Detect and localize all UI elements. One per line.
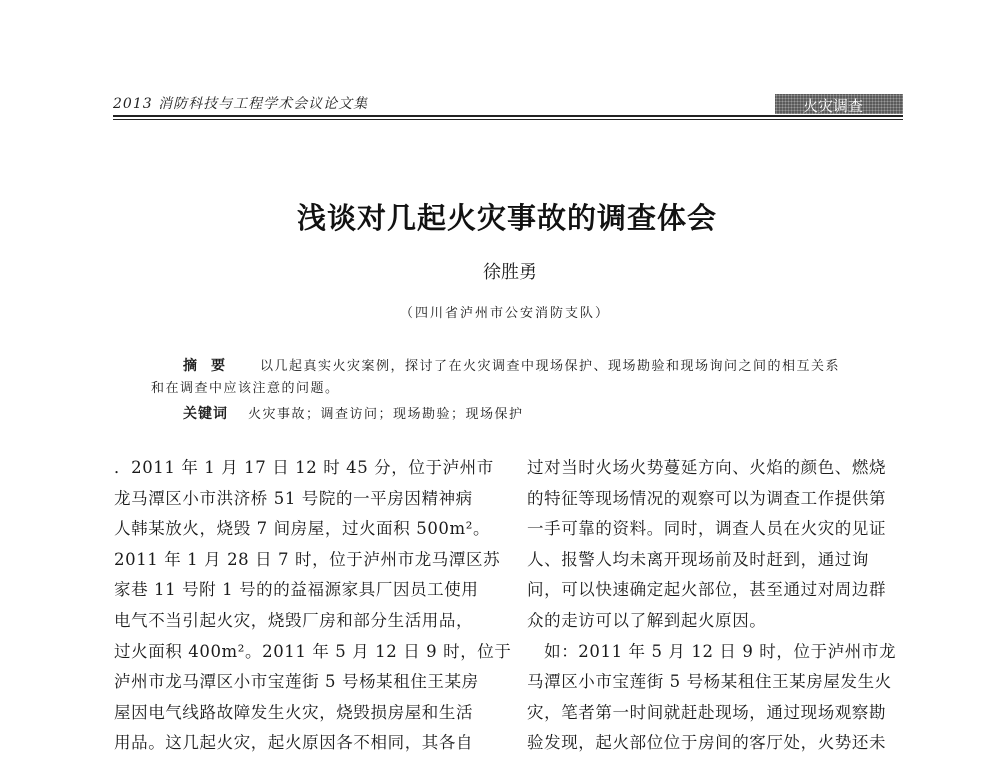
keywords-text: 火灾事故；调查访问；现场勘验；现场保护	[248, 407, 524, 422]
body-line: 屋因电气线路故障发生火灾，烧毁损房屋和生活	[114, 702, 474, 722]
body-line: 人韩某放火，烧毁 7 间房屋，过火面积 500m²。	[114, 519, 491, 539]
body-line: 过火面积 400m²。2011 年 5 月 12 日 9 时，位于	[114, 641, 512, 661]
body-line: ．2011 年 1 月 17 日 12 时 45 分，位于泸州市	[114, 458, 494, 477]
body-line: 人、报警人均未离开现场前及时赶到，通过询	[527, 549, 869, 569]
paper-title: 浅谈对几起火灾事故的调查体会	[296, 201, 717, 235]
body-line: 过对当时火场火势蔓延方向、火焰的颜色、燃烧	[527, 458, 887, 477]
section-tab	[775, 94, 903, 114]
abstract-text-line1: 以几起真实火灾案例，探讨了在火灾调查中现场保护、现场勘验和现场询问之间的相互关系	[260, 359, 841, 374]
body-line: 马潭区小市宝莲街 5 号杨某租住王某房屋发生火	[527, 672, 892, 692]
body-line: 验发现，起火部位位于房间的客厅处，火势还未	[527, 733, 887, 753]
header-rule	[113, 115, 903, 117]
author-affiliation: （四川省泸州市公安消防支队）	[399, 306, 610, 321]
body-line: 众的走访可以了解到起火原因。	[527, 610, 767, 630]
body-line: 用品。这几起火灾，起火原因各不相同，其各自	[114, 733, 474, 753]
body-line: 龙马潭区小市洪济桥 51 号院的一平房因精神病	[114, 488, 473, 508]
body-line: 如：2011 年 5 月 12 日 9 时，位于泸州市龙	[527, 641, 897, 661]
body-line: 一手可靠的资料。同时，调查人员在火灾的见证	[527, 519, 887, 539]
body-line: 灾，笔者第一时间就赶赴现场，通过现场观察勘	[527, 702, 887, 722]
body-column-left	[114, 453, 512, 759]
body-line: 的特征等现场情况的观察可以为调查工作提供第	[527, 488, 887, 508]
proceedings-title: 2013 消防科技与工程学术会议论文集	[113, 96, 369, 112]
section-label: 火灾调查	[803, 97, 864, 115]
body-line: 泸州市龙马潭区小市宝莲街 5 号杨某租住王某房	[114, 672, 479, 692]
author-name: 徐胜勇	[483, 262, 537, 283]
header-rule-thin	[113, 119, 903, 120]
body-line: 2011 年 1 月 28 日 7 时，位于泸州市龙马潭区苏	[114, 549, 501, 569]
body-column-right	[527, 453, 903, 759]
abstract-label: 摘要	[183, 358, 239, 374]
abstract-text-line2: 和在调查中应该注意的问题。	[151, 381, 340, 396]
body-line: 问，可以快速确定起火部位，甚至通过对周边群	[527, 580, 887, 600]
body-line: 家巷 11 号附 1 号的的益福源家具厂因员工使用	[114, 580, 479, 600]
keywords-label: 关键词	[183, 406, 228, 422]
body-line: 电气不当引起火灾，烧毁厂房和部分生活用品，	[114, 610, 474, 630]
